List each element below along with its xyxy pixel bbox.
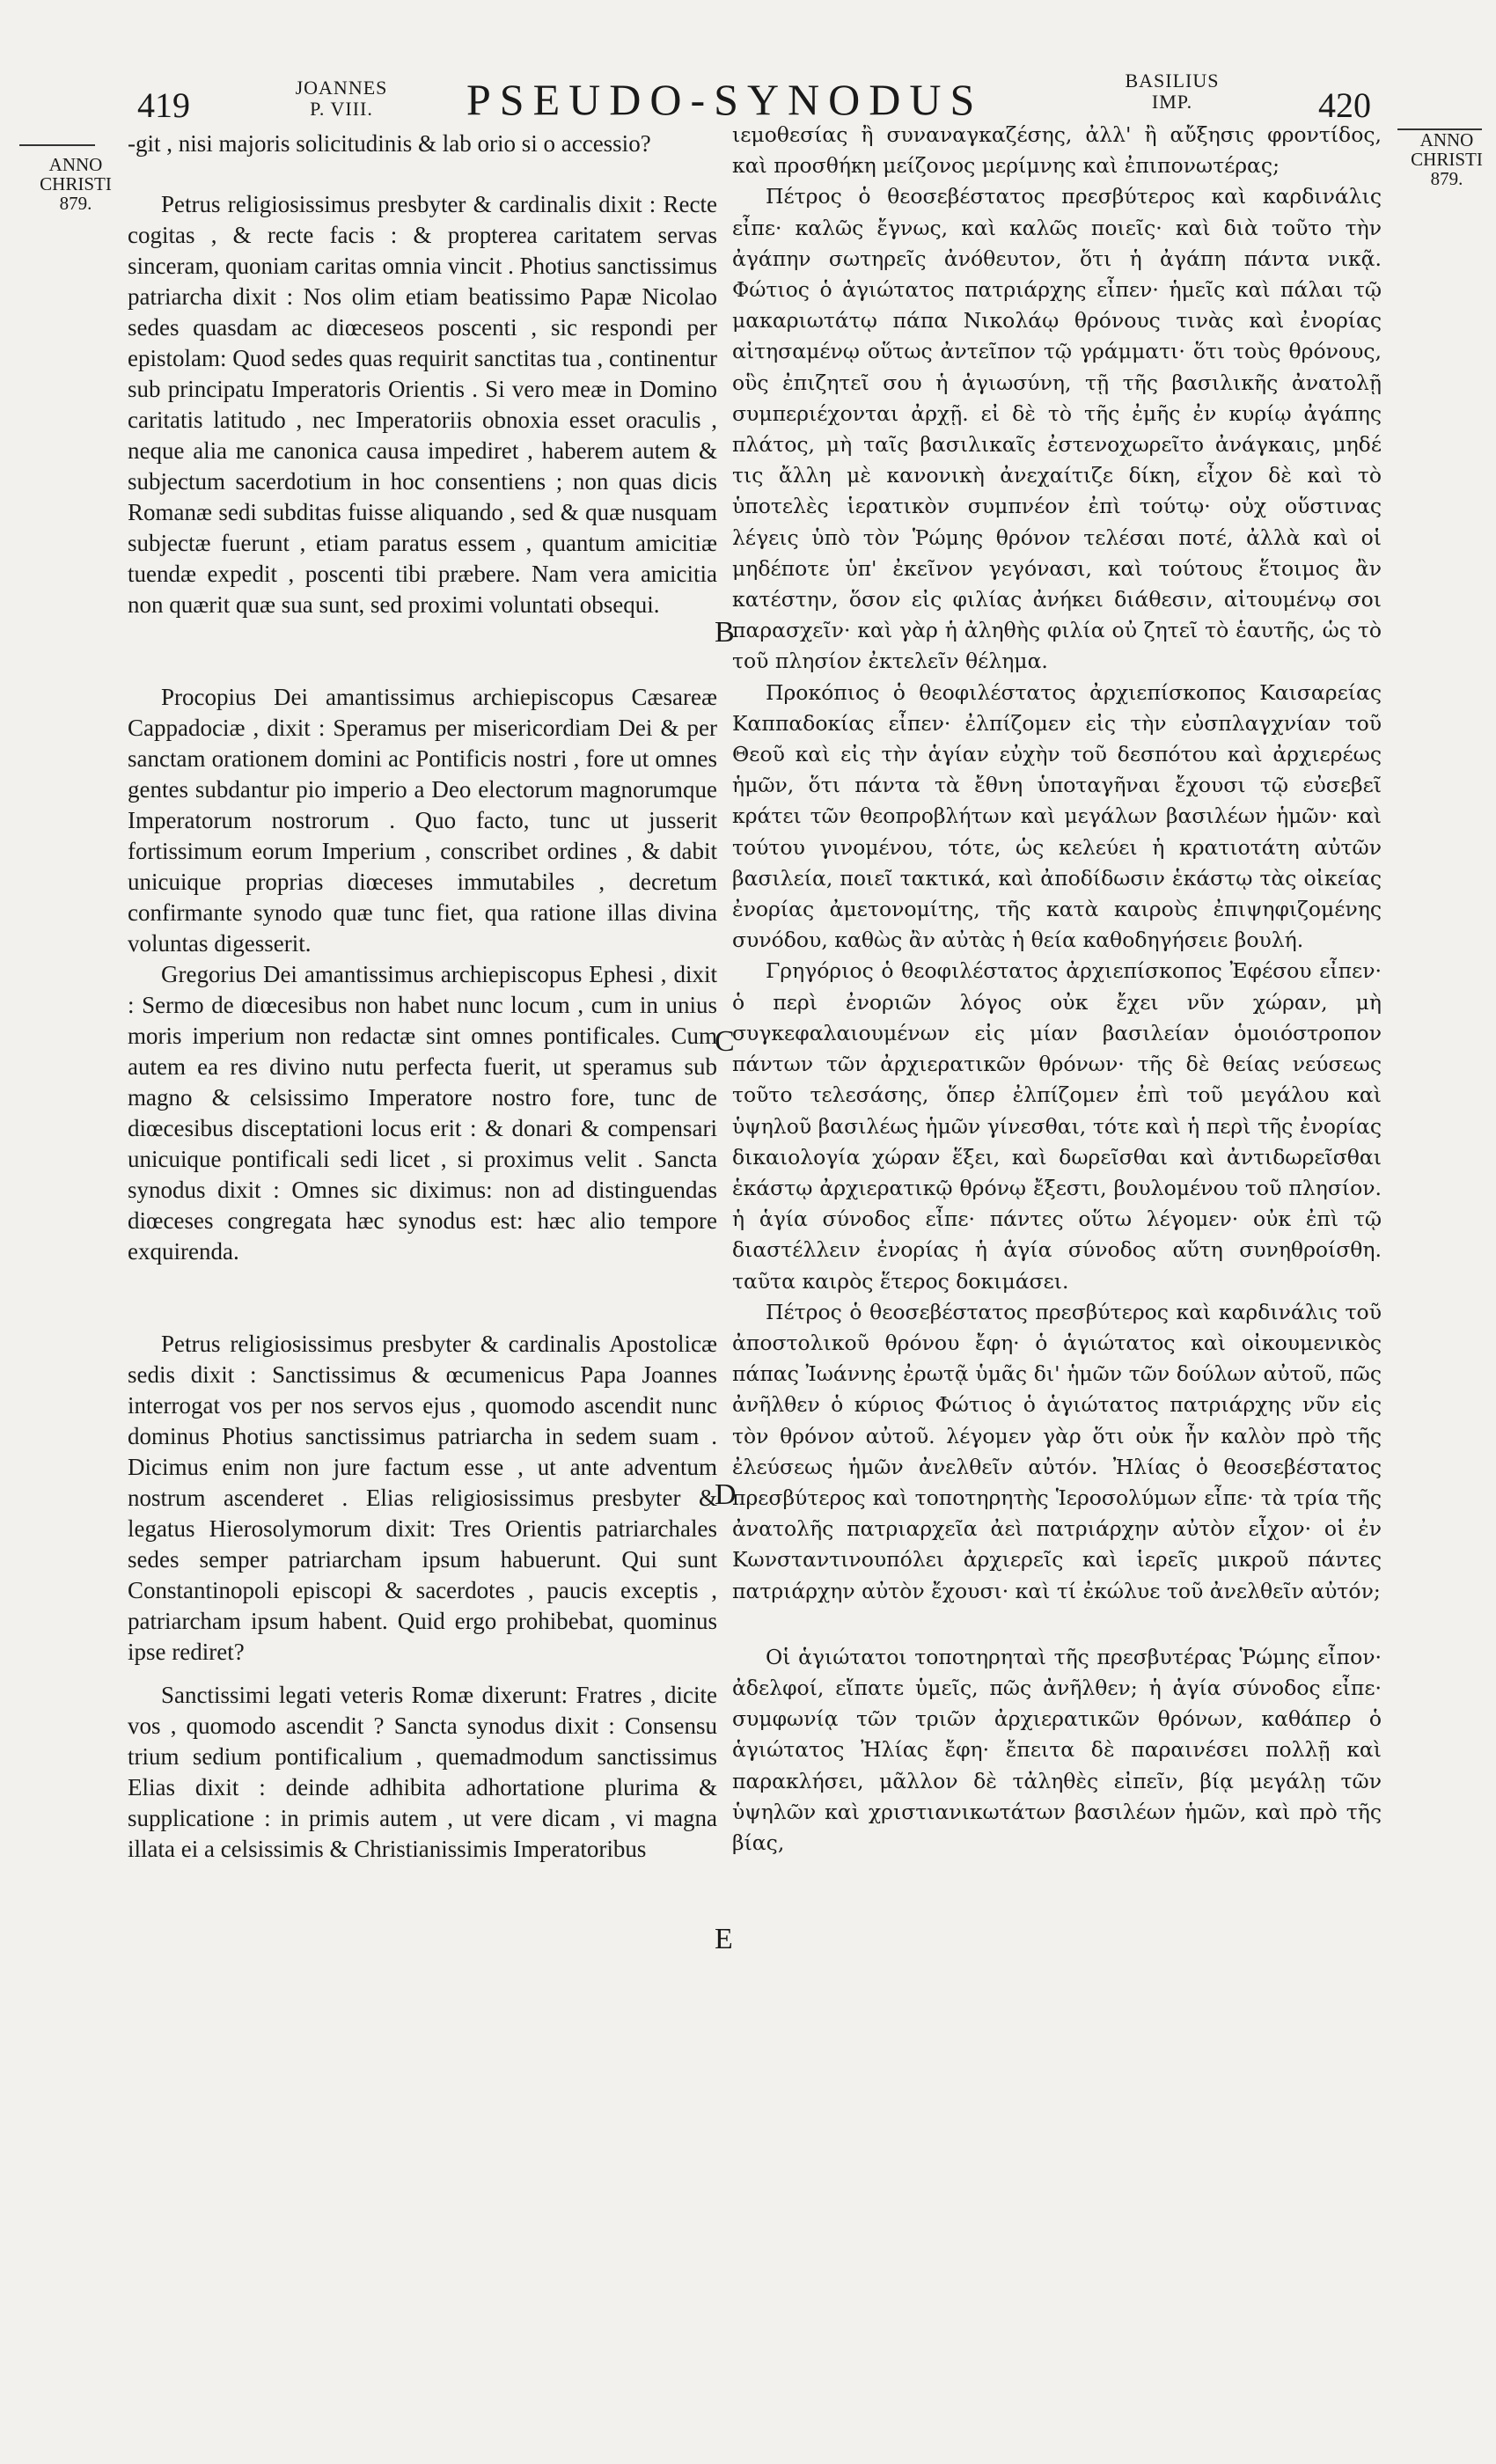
latin-paragraph-1: -git , nisi majoris solicitudinis & lab orio si o accessio? [128, 130, 651, 157]
running-head-left-line2: P. VIII. [310, 98, 373, 120]
greek-column [732, 120, 1382, 1859]
latin-paragraph-2: Petrus religiosissimus presbyter & cardinalis dixit : Recte cogitas , & recte facis : & propterea caritatem servas sinceram, quoniam caritas omnia vincit . Photius sanctissimus patriarcha dixit : Nos olim etiam beatissimo Papæ Nicolao sedes quasdam ac diœceseos poscenti , sic respondi per epistolam: Quod sedes quas requirit sanctitas tua , continentur sub principatu Imperatoris Orientis . Si vero meæ in Domino caritatis latitudo , nec Imperatoriis obnoxia esset oraculis , neque alia me canonica causa impediret , haberem autem & subjectum sacerdotium in hoc consentiens ; non quas dicis Romanæ sedi subditas fuisse aliquando , sed & quæ nusquam subjectæ fuerunt , etiam paratus essem , quantum amicitiæ tuendæ expedit , poscenti tibi præbere. Nam vera amicitia non quærit quæ sua sunt, sed proximi voluntati obsequi. [128, 191, 717, 618]
section-letter-d: D [715, 1478, 737, 1511]
running-head-left-line1: JOANNES [295, 77, 388, 99]
running-head-left [280, 77, 403, 120]
margin-note-right-line1: ANNO [1419, 129, 1474, 150]
margin-note-left-line2: CHRISTI [40, 173, 112, 194]
latin-column [128, 128, 717, 1865]
latin-paragraph-6: Sanctissimi legati veteris Romæ dixerunt: Fratres , dicite vos , quomodo ascendit ? Sancta synodus dixit : Consensu trium sedium pontificalium , quemadmodum sanctissimus Elias dixit : deinde adhibita adhortatione plurima & supplicatione : in primis autem , ut vere dicam , vi magna illata ei a celsissimis & Christianissimis Imperatoribus [128, 1682, 717, 1862]
section-letter-c: C [715, 1025, 735, 1058]
latin-paragraph-4: Gregorius Dei amantissimus archiepiscopus Ephesi , dixit : Sermo de diœcesibus non habet nunc locum , cum in unius moris imperium non redactæ sint omnes pontificales. Cum autem ea res divino nutu perfecta fuerit, ut speramus sub magno & celsissimo Imperatore nostro fore, tunc de diœcesibus disceptationi locus erit : & donari & compensari unicuique pontificali sedi licet , si proximus velit . Sancta synodus dixit : Omnes sic diximus: non ad distinguendas diœceses congregata hæc synodus est: hæc alio tempore exquirenda. [128, 961, 717, 1265]
page-number-left: 419 [137, 85, 190, 125]
greek-paragraph-1: ιεμοθεσίας ἢ συναναγκαζέσης, ἀλλ' ἢ αὔξησις φροντίδος, καὶ προσθήκη μείζονος μερίμνης καὶ ἐπιπονωτέρας; [732, 122, 1382, 179]
margin-note-right-line3: 879. [1430, 168, 1463, 189]
running-head-right-line2: IMP. [1151, 91, 1193, 113]
page-title: PSEUDO-SYNODUS [466, 75, 984, 124]
running-head-right [1111, 70, 1234, 113]
section-letter-b: B [715, 616, 735, 649]
page-number-right: 420 [1318, 85, 1371, 125]
greek-paragraph-3: Προκόπιος ὁ θεοφιλέστατος ἀρχιεπίσκοπος Καισαρείας Καππαδοκίας εἶπεν· ἐλπίζομεν εἰς τὴν εὐσπλαγχνίαν τοῦ Θεοῦ καὶ εἰς τὴν ἁγίαν εὐχὴν τοῦ δεσπότου καὶ ἀρχιερέως ἡμῶν, ὅτι πάντα τὰ ἔθνη ὑποταγῆναι ἔχουσι τῷ εὐσεβεῖ κράτει τῶν θεοπροβλήτων καὶ μεγάλων βασιλέων ἡμῶν· καὶ τούτου γινομένου, τότε, ὡς κελεύει ἡ κρατιοτάτη αὐτῶν βασιλεία, ποιεῖ τακτικά, καὶ ἀποδίδωσιν ἑκάστῳ τὰς οἰκείας ἐνορίας ἀμετονομίτης, τῆς κατὰ καιροὺς ἐπιψηφιζομένης συνόδου, καθὼς ἂν αὐτὰς ἡ θεία καθοδηγήσειε βουλή. [732, 679, 1382, 953]
latin-paragraph-3: Procopius Dei amantissimus archiepiscopus Cæsareæ Cappadociæ , dixit : Speramus per misericordiam Dei & per sanctam orationem domini ac Pontificis nostri , fore ut omnes gentes subdantur pio imperio a Deo electorum magnorumque Imperatorum nostrorum . Quo facto, tunc ut jusserit fortissimum eorum Imperium , conscribet ordines , & dabit unicuique proprias diœceses immutabiles , decretum confirmante synodo quæ tunc fiet, qua ratione illas divina voluntas digesserit. [128, 684, 717, 957]
greek-paragraph-4: Γρηγόριος ὁ θεοφιλέστατος ἀρχιεπίσκοπος Ἐφέσου εἶπεν· ὁ περὶ ἐνοριῶν λόγος οὐκ ἔχει νῦν χώραν, μὴ συγκεφαλαιουμένων εἰς μίαν βασιλείαν ὁμοιόστροπον πάντων τῶν ἀρχιερατικῶν θρόνων· τῆς δὲ θείας νεύσεως τοῦτο τελεσάσης, ὅπερ ἐλπίζομεν ἐπὶ τοῦ μεγάλου καὶ ὑψηλοῦ βασιλέως ἡμῶν γίνεσθαι, τότε καὶ ἡ περὶ τῆς ἐνορίας δικαιολογία χώραν ἕξει, καὶ δωρεῖσθαι καὶ ἀντιδωρεῖσθαι ἑκάστῳ ἀρχιερατικῷ θρόνῳ ἔξεστι, βουλομένου τοῦ πλησίον. ἡ ἁγία σύνοδος εἶπε· πάντες οὕτω λέγομεν· οὐκ ἐπὶ τῷ διαστέλλειν ἐνορίας ἡ ἁγία σύνοδος αὕτη συνηθροίσθη. ταῦτα καιρὸς ἕτερος δοκιμάσει. [732, 958, 1382, 1294]
margin-rule-left [19, 144, 95, 146]
margin-note-right-line2: CHRISTI [1411, 149, 1483, 170]
greek-paragraph-5: Πέτρος ὁ θεοσεβέστατος πρεσβύτερος καὶ καρδινάλις τοῦ ἀποστολικοῦ θρόνου ἔφη· ὁ ἁγιώτατος καὶ οἰκουμενικὸς πάπας Ἰωάννης ἐρωτᾷ ὑμᾶς δι' ἡμῶν τῶν δούλων αὐτοῦ, πῶς ἀνῆλθεν ὁ κύριος Φώτιος ὁ ἁγιώτατος πατριάρχης νῦν εἰς τὸν θρόνον αὐτοῦ. λέγομεν γὰρ ὅτι οὐκ ἦν καλὸν πρὸ τῆς ἐλεύσεως ἡμῶν ἀνελθεῖν αὐτόν. Ἠλίας ὁ θεοσεβέστατος πρεσβύτερος καὶ τοποτηρητὴς Ἱεροσολύμων εἶπε· τὰ τρία τῆς ἀνατολῆς πατριαρχεῖα ἀεὶ πατριάρχην αὐτὸν εἶχον· οἱ ἐν Κωνσταντινουπόλει ἀρχιερεῖς καὶ ἱερεῖς μικροῦ πάντες πατριάρχην αὐτὸν ἔχουσι· καὶ τί ἐκώλυε τοῦ ἀνελθεῖν αὐτόν; [732, 1299, 1382, 1603]
greek-paragraph-2: Πέτρος ὁ θεοσεβέστατος πρεσβύτερος καὶ καρδινάλις εἶπε· καλῶς ἔγνως, καὶ καλῶς ποιεῖς· καὶ διὰ τοῦτο τὴν ἀγάπην σωτηρεῖς ἀνόθευτον, ὅτι ἡ ἀγάπη πάντα νικᾷ. Φώτιος ὁ ἁγιώτατος πατριάρχης εἶπεν· ἡμεῖς καὶ πάλαι τῷ μακαριωτάτῳ πάπα Νικολάῳ θρόνους τινὰς καὶ ἐνορίας αἰτησαμένῳ οὕτως ἀντεῖπον τῷ γράμματι· ὅτι τοὺς θρόνους, οὓς ἐπιζητεῖ σου ἡ ἁγιωσύνη, τῇ τῆς βασιλικῆς ἀνατολῇ συμπεριέχονται ἀρχῇ. εἰ δὲ τὸ τῆς ἐμῆς ἐν κυρίῳ ἀγάπης πλάτος, μὴ ταῖς βασιλικαῖς ἐστενοχωρεῖτο ἀνάγκαις, μηδέ τις ἄλλη μὲ κανονικὴ ἀνεχαίτιζε δίκη, εἶχον δὲ καὶ τὸ ὑποτελὲς ἱερατικὸν συμπνέον ἐπὶ τούτῳ· οὐχ οὕστινας λέγεις ὑπὸ τὸν Ῥώμης θρόνον τελέσαι ποτέ, ἀλλὰ καὶ οἱ μηδέποτε ὑπ' ἐκεῖνον γεγόνασι, καὶ τούτους ἕτοιμος ἂν κατέστην, ὅσον εἰς φιλίας ἀνήκει διάθεσιν, αἰτουμένῳ σοι παρασχεῖν· καὶ γὰρ ἡ ἀληθὴς φιλία οὐ ζητεῖ τὸ ἑαυτῆς, ὡς τὸ τοῦ πλησίον ἐκτελεῖν θέλημα. [732, 184, 1382, 674]
margin-note-left [35, 155, 116, 213]
margin-note-left-line1: ANNO [48, 154, 103, 175]
margin-note-left-line3: 879. [59, 193, 92, 214]
latin-paragraph-5: Petrus religiosissimus presbyter & cardinalis Apostolicæ sedis dixit : Sanctissimus & œcumenicus Papa Joannes interrogat vos per nos servos ejus , quomodo ascendit nunc dominus Photius sanctissimus patriarcha in sedem suam . Dicimus enim non jure factum esse , ut ante adventum nostrum ascenderet . Elias religiosissimus presbyter & legatus Hierosolymorum dixit: Tres Orientis patriarchales sedes semper patriarcham ipsum habuerunt. Qui sunt Constantinopoli episcopi & sacerdotes , paucis exceptis , patriarcham ipsum habent. Quid ergo prohibebat, quominus ipse rediret? [128, 1331, 717, 1665]
greek-paragraph-6: Οἱ ἁγιώτατοι τοποτηρηταὶ τῆς πρεσβυτέρας Ῥώμης εἶπον· ἀδελφοί, εἴπατε ὑμεῖς, πῶς ἀνῆλθεν; ἡ ἁγία σύνοδος εἶπε· συμφωνίᾳ τῶν τριῶν ἀρχιερατικῶν θρόνων, καθάπερ ὁ ἁγιώτατος Ἠλίας ἔφη· ἔπειτα δὲ παραινέσει πολλῇ καὶ παρακλήσει, μᾶλλον δὲ τἀληθὲς εἰπεῖν, βίᾳ μεγάλῃ τῶν ὑψηλῶν καὶ χριστιανικωτάτων βασιλέων ἡμῶν, καὶ πρὸ τῆς βίας, [732, 1644, 1382, 1855]
margin-note-right [1403, 130, 1491, 188]
running-head-right-line1: BASILIUS [1125, 70, 1220, 92]
section-letter-e: E [715, 1923, 733, 1955]
